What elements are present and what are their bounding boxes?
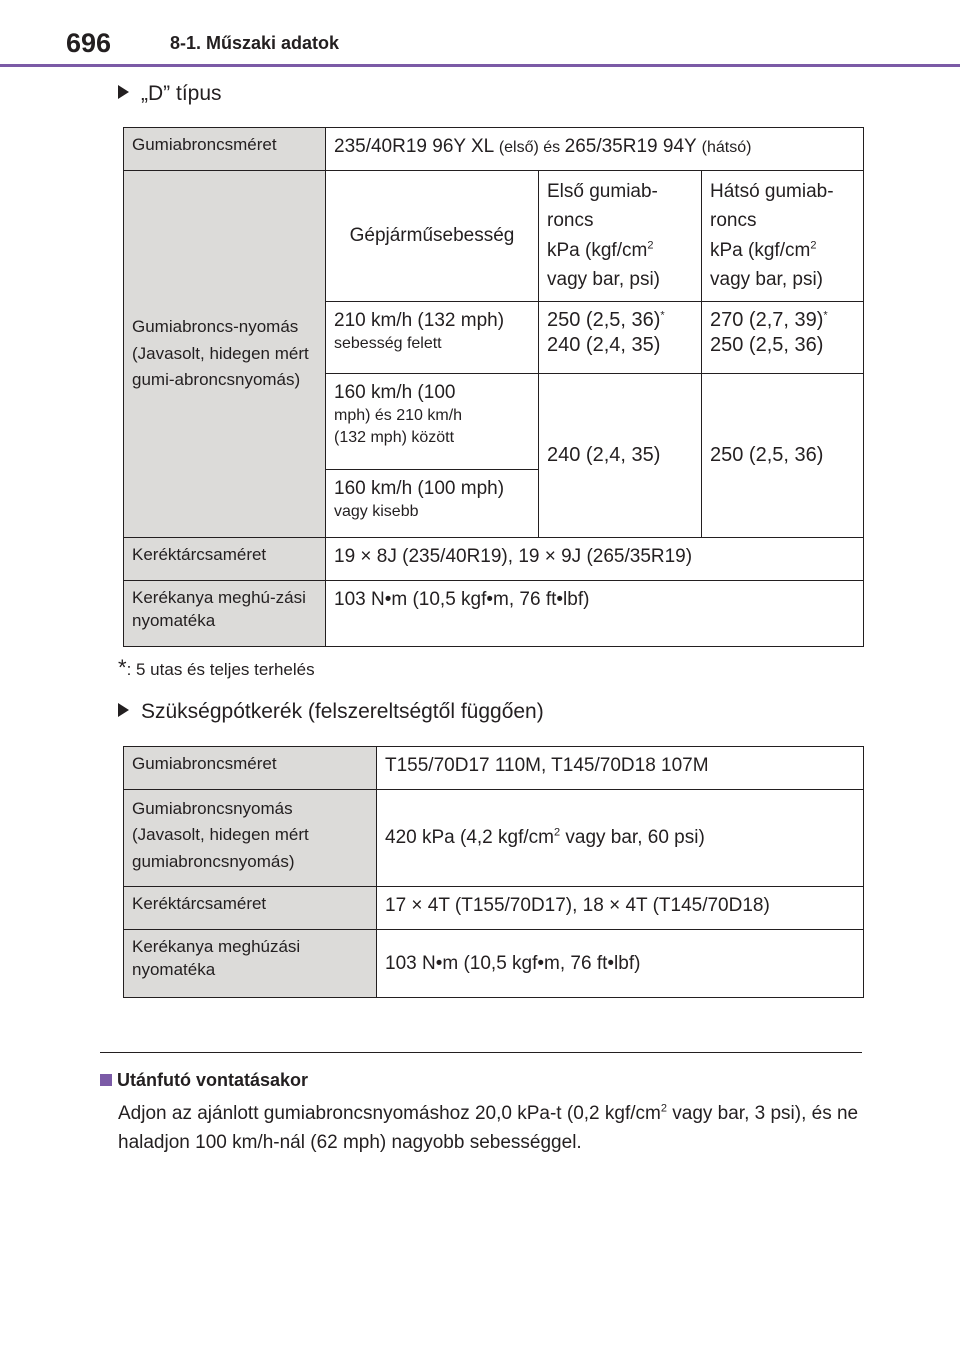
rear-tire-header [702, 171, 864, 302]
speed-under-160 [326, 469, 539, 537]
speed-text: 160 km/h (100 [334, 381, 456, 403]
front-header-unit-b: vagy bar, psi) [547, 269, 660, 291]
note-text-part: Adjon az ajánlott gumiabroncsnyomáshoz 20,0 kPa-t (0,2 kgf/cm [118, 1103, 661, 1124]
speed-text: mph) és 210 km/h [334, 407, 463, 425]
tire-size-value [326, 128, 864, 171]
speed-header: Gépjárműsebesség [326, 171, 539, 302]
triangle-bullet-icon [118, 703, 129, 717]
section-divider [100, 1052, 862, 1053]
speed-160-210 [326, 373, 539, 469]
tire-size-and: és [538, 139, 565, 156]
wheel-size-label: Keréktárcsaméret [124, 537, 326, 580]
d-type-heading [118, 82, 222, 106]
page-header [0, 0, 960, 70]
spare-wheel-label: Keréktárcsaméret [124, 887, 377, 930]
table-row [124, 580, 864, 646]
spare-tire-size-value: T155/70D17 110M, T145/70D18 107M [377, 747, 864, 790]
pressure-value: 250 (2,5, 36) [547, 308, 661, 331]
superscript: 2 [660, 1102, 667, 1115]
pressure-text: vagy bar, 60 psi) [560, 827, 705, 849]
pressure-text: 420 kPa (4,2 kgf/cm [385, 827, 554, 849]
tire-size-front: (első) [498, 139, 539, 156]
tire-size-rear: (hátsó) [701, 139, 752, 156]
front-pressure-under-210: 240 (2,4, 35) [539, 373, 702, 537]
speed-text: sebesség felett [334, 335, 442, 353]
pressure-value: 270 (2,7, 39) [710, 308, 824, 331]
spare-torque-label: Kerékanya meghúzási nyomatéka [124, 930, 377, 998]
table-row [124, 747, 864, 790]
front-tire-header [539, 171, 702, 302]
triangle-bullet-icon [118, 85, 129, 99]
trailer-note-heading [100, 1070, 308, 1091]
pressure-label: Gumiabroncs-nyomás (Javasolt, hidegen mért gumi-abroncsnyomás) [124, 171, 326, 538]
spare-wheel-value: 17 × 4T (T155/70D17), 18 × 4T (T145/70D18) [377, 887, 864, 930]
table-row [124, 171, 864, 302]
torque-value: 103 N•m (10,5 kgf•m, 76 ft•lbf) [326, 580, 864, 646]
superscript: 2 [810, 239, 817, 252]
speed-text: 210 km/h (132 mph) [334, 309, 505, 331]
tire-size-label: Gumiabroncsméret [124, 128, 326, 171]
rear-header-text: Hátsó gumiab-roncs [710, 181, 834, 232]
spare-pressure-label: Gumiabroncsnyomás (Javasolt, hidegen mért gumiabroncsnyomás) [124, 790, 377, 887]
superscript: 2 [553, 826, 561, 839]
trailer-note-text [118, 1100, 868, 1157]
pressure-value: 240 (2,4, 35) [547, 333, 661, 356]
header-rule [0, 64, 960, 67]
front-pressure-over-210 [539, 301, 702, 373]
spare-pressure-value [377, 790, 864, 887]
speed-over-210 [326, 301, 539, 373]
footnote [118, 655, 315, 681]
rear-pressure-over-210 [702, 301, 864, 373]
rear-header-unit: kPa (kgf/cm [710, 239, 811, 261]
table-row [124, 537, 864, 580]
speed-text: (132 mph) között [334, 428, 455, 446]
note-text-part: vagy bar, 3 psi), és ne haladjon 100 km/h-nál (62 mph) nagyobb sebességgel. [118, 1103, 859, 1153]
spare-table [123, 746, 864, 998]
tire-size-part: 235/40R19 96Y XL [334, 136, 499, 157]
section-title: 8-1. Műszaki adatok [170, 33, 340, 53]
footnote-text: : 5 utas és teljes terhelés [126, 660, 315, 679]
front-header-text: Első gumiab-roncs [547, 181, 658, 232]
table-row [124, 930, 864, 998]
torque-label: Kerékanya meghú-zási nyomatéka [124, 580, 326, 646]
speed-text: vagy kisebb [334, 503, 419, 521]
rear-header-unit-b: vagy bar, psi) [710, 269, 823, 291]
page-number: 696 [66, 28, 112, 58]
footnote-star: * [118, 655, 127, 680]
spare-heading-text: Szükségpótkerék (felszereltségtől függően) [141, 700, 544, 723]
d-type-heading-text: „D” típus [141, 82, 222, 105]
speed-text: 160 km/h (100 mph) [334, 477, 505, 499]
footnote-star: * [823, 309, 828, 322]
table-row [124, 887, 864, 930]
superscript: 2 [647, 239, 654, 252]
square-bullet-icon [100, 1074, 112, 1086]
tire-size-part: 265/35R19 94Y [564, 136, 702, 157]
rear-pressure-under-210: 250 (2,5, 36) [702, 373, 864, 537]
d-type-table [123, 127, 864, 647]
spare-heading [118, 700, 544, 724]
pressure-value: 250 (2,5, 36) [710, 333, 824, 356]
table-row [124, 128, 864, 171]
spare-tire-size-label: Gumiabroncsméret [124, 747, 377, 790]
spare-torque-value: 103 N•m (10,5 kgf•m, 76 ft•lbf) [377, 930, 864, 998]
table-row [124, 790, 864, 887]
front-header-unit: kPa (kgf/cm [547, 239, 648, 261]
wheel-size-value: 19 × 8J (235/40R19), 19 × 9J (265/35R19) [326, 537, 864, 580]
trailer-note-heading-text: Utánfutó vontatásakor [117, 1070, 309, 1090]
footnote-star: * [660, 309, 665, 322]
